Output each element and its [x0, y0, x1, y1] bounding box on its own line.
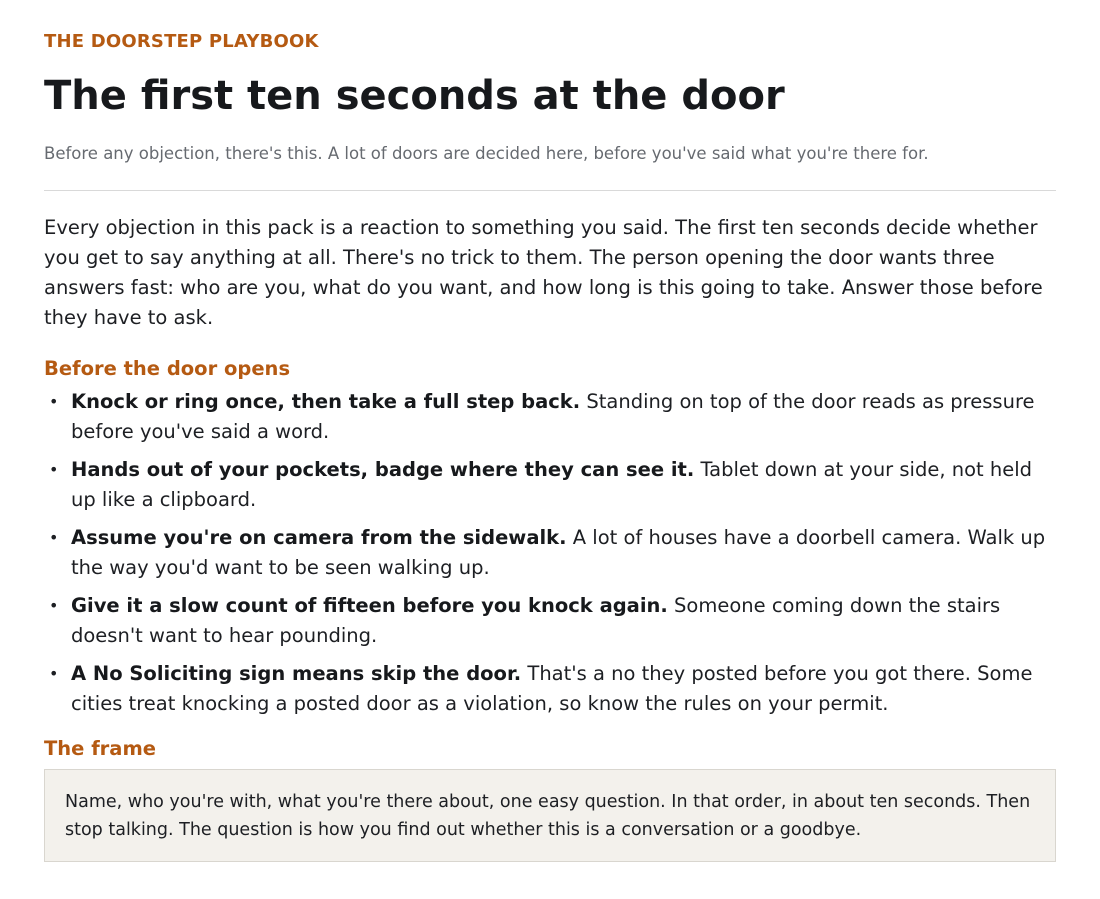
list-item-lead: Give it a slow count of fifteen before you knock again. — [71, 594, 668, 617]
section-heading-before-door: Before the door opens — [44, 357, 291, 380]
intro-paragraph: Every objection in this pack is a reaction to something you said. The first ten seconds decide whether you get to say anything at all. There's no trick to them. The person opening the door wants three answers fast: who are you, what do you want, and how long is this going to take. Answer those before they have to ask. — [44, 216, 1043, 329]
list-item-lead: Hands out of your pockets, badge where they can see it. — [71, 458, 695, 481]
page-title: The first ten seconds at the door — [44, 73, 785, 119]
list-item-lead: A No Soliciting sign means skip the door. — [71, 662, 522, 685]
bullet-icon: • — [49, 596, 59, 615]
before-door-list — [44, 387, 1056, 719]
list-item — [44, 523, 1056, 583]
list-item — [44, 591, 1056, 651]
list-item-text: Standing on top of the door reads as pressure before you've said a word. — [71, 390, 1035, 443]
eyebrow-label: THE DOORSTEP PLAYBOOK — [44, 31, 319, 52]
list-item — [44, 659, 1056, 719]
list-item-text: Someone coming down the stairs doesn't want to hear pounding. — [71, 594, 1001, 647]
list-item — [44, 387, 1056, 447]
list-item-lead: Knock or ring once, then take a full step back. — [71, 390, 581, 413]
bullet-icon: • — [49, 392, 59, 411]
list-item — [44, 455, 1056, 515]
bullet-icon: • — [49, 460, 59, 479]
list-item-text: A lot of houses have a doorbell camera. Walk up the way you'd want to be seen walking up. — [71, 526, 1046, 579]
list-item-text: Tablet down at your side, not held up like a clipboard. — [71, 458, 1033, 511]
frame-callout-text: Name, who you're with, what you're there about, one easy question. In that order, in about ten seconds. Then stop talking. The question is how you find out whether this is a conversation or a goodbye. — [65, 792, 1031, 840]
frame-callout — [44, 769, 1056, 862]
list-item-lead: Assume you're on camera from the sidewalk. — [71, 526, 567, 549]
page-subtitle: Before any objection, there's this. A lot of doors are decided here, before you've said what you're there for. — [44, 144, 929, 163]
section-heading-frame: The frame — [44, 737, 157, 760]
bullet-icon: • — [49, 528, 59, 547]
bullet-icon: • — [49, 664, 59, 683]
list-item-text: That's a no they posted before you got there. Some cities treat knocking a posted door as a violation, so know the rules on your permit. — [71, 662, 1033, 715]
header-divider — [44, 190, 1056, 191]
